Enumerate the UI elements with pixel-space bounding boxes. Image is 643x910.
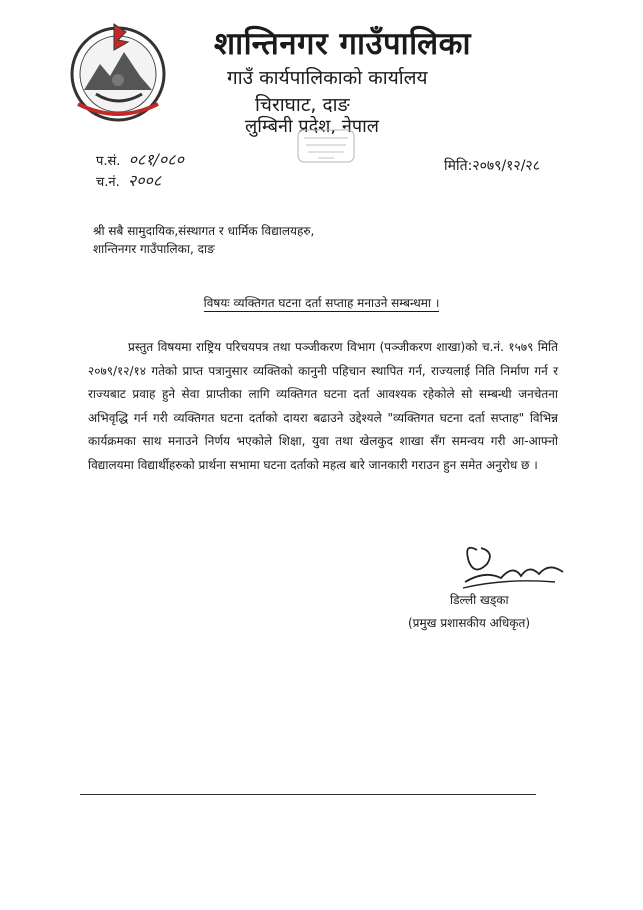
chalani-number bbox=[96, 169, 161, 191]
letter-body: प्रस्तुत विषयमा राष्ट्रिय परिचयपत्र तथा पञ्जीकरण विभाग (पञ्जीकरण शाखा)को च.नं. १५७९ मिति २०७९/१२/१४ गतेको प्राप्त पत्रानुसार व्यक्तिको कानुनी पहिचान स्थापित गर्न, राज्यलाई निति निर्माण गर्न र राज्यबाट प्रवाह हुने सेवा प्राप्तीका लागि व्यक्तिगत घटना दर्ता आवश्यक रहेकोले सो सम्बन्धी जनचेतना अभिवृद्धि गर्न गरी व्यक्तिगत घटना दर्ताको दायरा बढाउने उद्देश्यले "व्यक्तिगत घटना दर्ता सप्ताह" विभिन्न कार्यक्रमका साथ मनाउने निर्णय भएकोले शिक्षा, युवा तथा खेलकुद शाखा सँग समन्वय गरी आ-आफ्नो विद्यालयमा विद्यार्थीहरुको प्रार्थना सभामा घटना दर्ताको महत्व बारे जानकारी गराउन हुन समेत अनुरोध छ । bbox=[88, 340, 558, 472]
footer-divider bbox=[80, 794, 536, 795]
letter-date: मिति:२०७९/१२/२८ bbox=[444, 158, 540, 174]
municipality-emblem-icon bbox=[66, 20, 170, 124]
office-province: लुम्बिनी प्रदेश, नेपाल bbox=[245, 116, 379, 137]
recipient-line-1: श्री सबै सामुदायिक,संस्थागत र धार्मिक विद्यालयहरु, bbox=[93, 224, 315, 238]
chalani-label: च.नं. bbox=[96, 175, 120, 190]
signatory-name: डिल्ली खड्का bbox=[450, 593, 509, 607]
patra-label: प.सं. bbox=[96, 154, 121, 169]
office-name: गाउँ कार्यपालिकाको कार्यालय bbox=[227, 67, 428, 89]
recipient-line-2: शान्तिनगर गाउँपालिका, दाङ bbox=[93, 242, 215, 256]
signatory-title: (प्रमुख प्रशासकीय अधिकृत) bbox=[408, 616, 531, 630]
patra-value: ०८१/०८० bbox=[128, 150, 184, 169]
municipality-title: शान्तिनगर गाउँपालिका bbox=[214, 26, 471, 62]
office-location: चिराघाट, दाङ bbox=[255, 94, 350, 116]
patra-sankhya bbox=[96, 148, 184, 170]
office-stamp-icon bbox=[296, 128, 356, 164]
chalani-value: २००८ bbox=[127, 171, 162, 190]
subject-text: विषयः व्यक्तिगत घटना दर्ता सप्ताह मनाउने सम्बन्धमा । bbox=[203, 296, 440, 310]
letter-subject bbox=[0, 294, 643, 311]
signature-icon bbox=[455, 534, 570, 594]
